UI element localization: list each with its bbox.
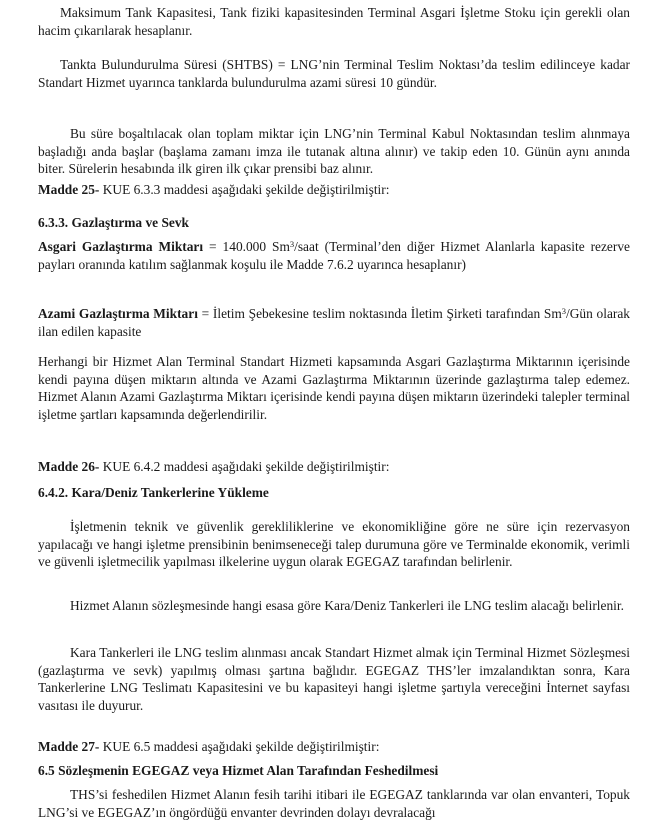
paragraph-max-tank-capacity: Maksimum Tank Kapasitesi, Tank fiziki kapasitesinden Terminal Asgari İşletme Stoku için gerekli olan hacim çıkarılarak hesaplanır. <box>38 5 630 38</box>
paragraph-kara-tankerleri: Kara Tankerleri ile LNG teslim alınması ancak Standart Hizmet almak için Terminal Hizmet Sözleşmesi (gazlaştırma ve sevk) yapılmış olması şartına bağlıdır. EGEGAZ THS’ler imzalandıktan sonra, Kara Tankerlerine LNG Teslimatı Kapasitesini ve bu kapasiteyi hangi işletme şartıyla vereceğini İnternet sayfası vasıtası ile duyurur. <box>38 645 630 713</box>
section-6-3-3-title: 6.3.3. Gazlaştırma ve Sevk <box>38 215 189 230</box>
paragraph-storage-period: Bu süre boşaltılacak olan toplam miktar için LNG’nin Terminal Kabul Noktasından teslim alınmaya başladığı anda başlar (başlama zamanı imza ile tutanak altına alınır) ve takip eden 10. Günün aynı anında biter. Sürelerin hesabında ilk giren ilk çıkar prensibi baz alınır. <box>38 126 630 176</box>
asgari-text: /saat (Terminal’den diğer Hizmet Alanlarla kapasite rezerve payları oranında katılım sağlanmak koşulu ile Madde 7.6.2 uyarınca hesaplanır) <box>38 239 630 272</box>
asgari-value: = 140.000 Sm <box>203 239 290 254</box>
asgari-label: Asgari Gazlaştırma Miktarı <box>38 239 204 254</box>
paragraph-isletme: İşletmenin teknik ve güvenlik gerekliliklerine ve ekonomikliğine göre ne süre için rezervasyon yapılacağı ve hangi işletme prensibinin benimseneceği talep durumuna göre ve Terminalde ekonomik, verimli ve güvenli işletmecilik yapılması ilkelerine uygun olarak EGEGAZ tarafından belirlenir. <box>38 519 630 569</box>
paragraph-tank-storage-time: Tankta Bulundurulma Süresi (SHTBS) = LNG’nin Terminal Teslim Noktası’da teslim edilinceye kadar Standart Hizmet uyarınca tanklarda bulundurulma azami süresi 10 gündür. <box>38 57 630 90</box>
paragraph-azami-gazlastirma <box>38 305 630 340</box>
azami-label: Azami Gazlaştırma Miktarı <box>38 306 198 321</box>
superscript-3: 3 <box>289 239 295 249</box>
madde-25-label: Madde 25- <box>38 182 100 197</box>
section-6-5-title: 6.5 Sözleşmenin EGEGAZ veya Hizmet Alan Tarafından Feshedilmesi <box>38 763 439 778</box>
paragraph-asgari-gazlastirma <box>38 238 630 273</box>
madde-27-heading <box>38 738 630 756</box>
madde-27-text: KUE 6.5 maddesi aşağıdaki şekilde değiştirilmiştir: <box>99 739 380 754</box>
superscript-3: 3 <box>561 306 567 316</box>
paragraph-hizmet-alan: Hizmet Alanın sözleşmesinde hangi esasa göre Kara/Deniz Tankerleri ile LNG teslim alacağı belirlenir. <box>70 598 624 613</box>
section-6-4-2-title: 6.4.2. Kara/Deniz Tankerlerine Yükleme <box>38 485 269 500</box>
madde-26-heading <box>38 458 630 476</box>
paragraph-ths-fesih: THS’si feshedilen Hizmet Alanın fesih tarihi itibari ile EGEGAZ tanklarında var olan envanteri, Topuk LNG’si ve EGEGAZ’ın öngördüğü envanter devrinden dolayı devralacağı <box>38 787 630 820</box>
azami-text-2: /Gün olarak ilan edilen kapasite <box>38 306 630 339</box>
madde-25-text: KUE 6.3.3 maddesi aşağıdaki şekilde değiştirilmiştir: <box>99 182 390 197</box>
madde-25-heading <box>38 181 630 199</box>
paragraph-herhangi: Herhangi bir Hizmet Alan Terminal Standart Hizmeti kapsamında Asgari Gazlaştırma Miktarının içerisinde kendi payına düşen miktarın altında ve Azami Gazlaştırma Miktarının üzerinde gazlaştırma talep edemez. Hizmet Alanın Azami Gazlaştırma Miktarı içerisinde kendi payına düşen miktarın üzerindeki talepler terminal işletme şartları kapsamında değerlendirilir. <box>38 354 630 422</box>
azami-text: = İletim Şebekesine teslim noktasında İletim Şirketi tarafından Sm <box>197 306 562 321</box>
madde-26-label: Madde 26- <box>38 459 100 474</box>
madde-26-text: KUE 6.4.2 maddesi aşağıdaki şekilde değiştirilmiştir: <box>99 459 390 474</box>
madde-27-label: Madde 27- <box>38 739 100 754</box>
